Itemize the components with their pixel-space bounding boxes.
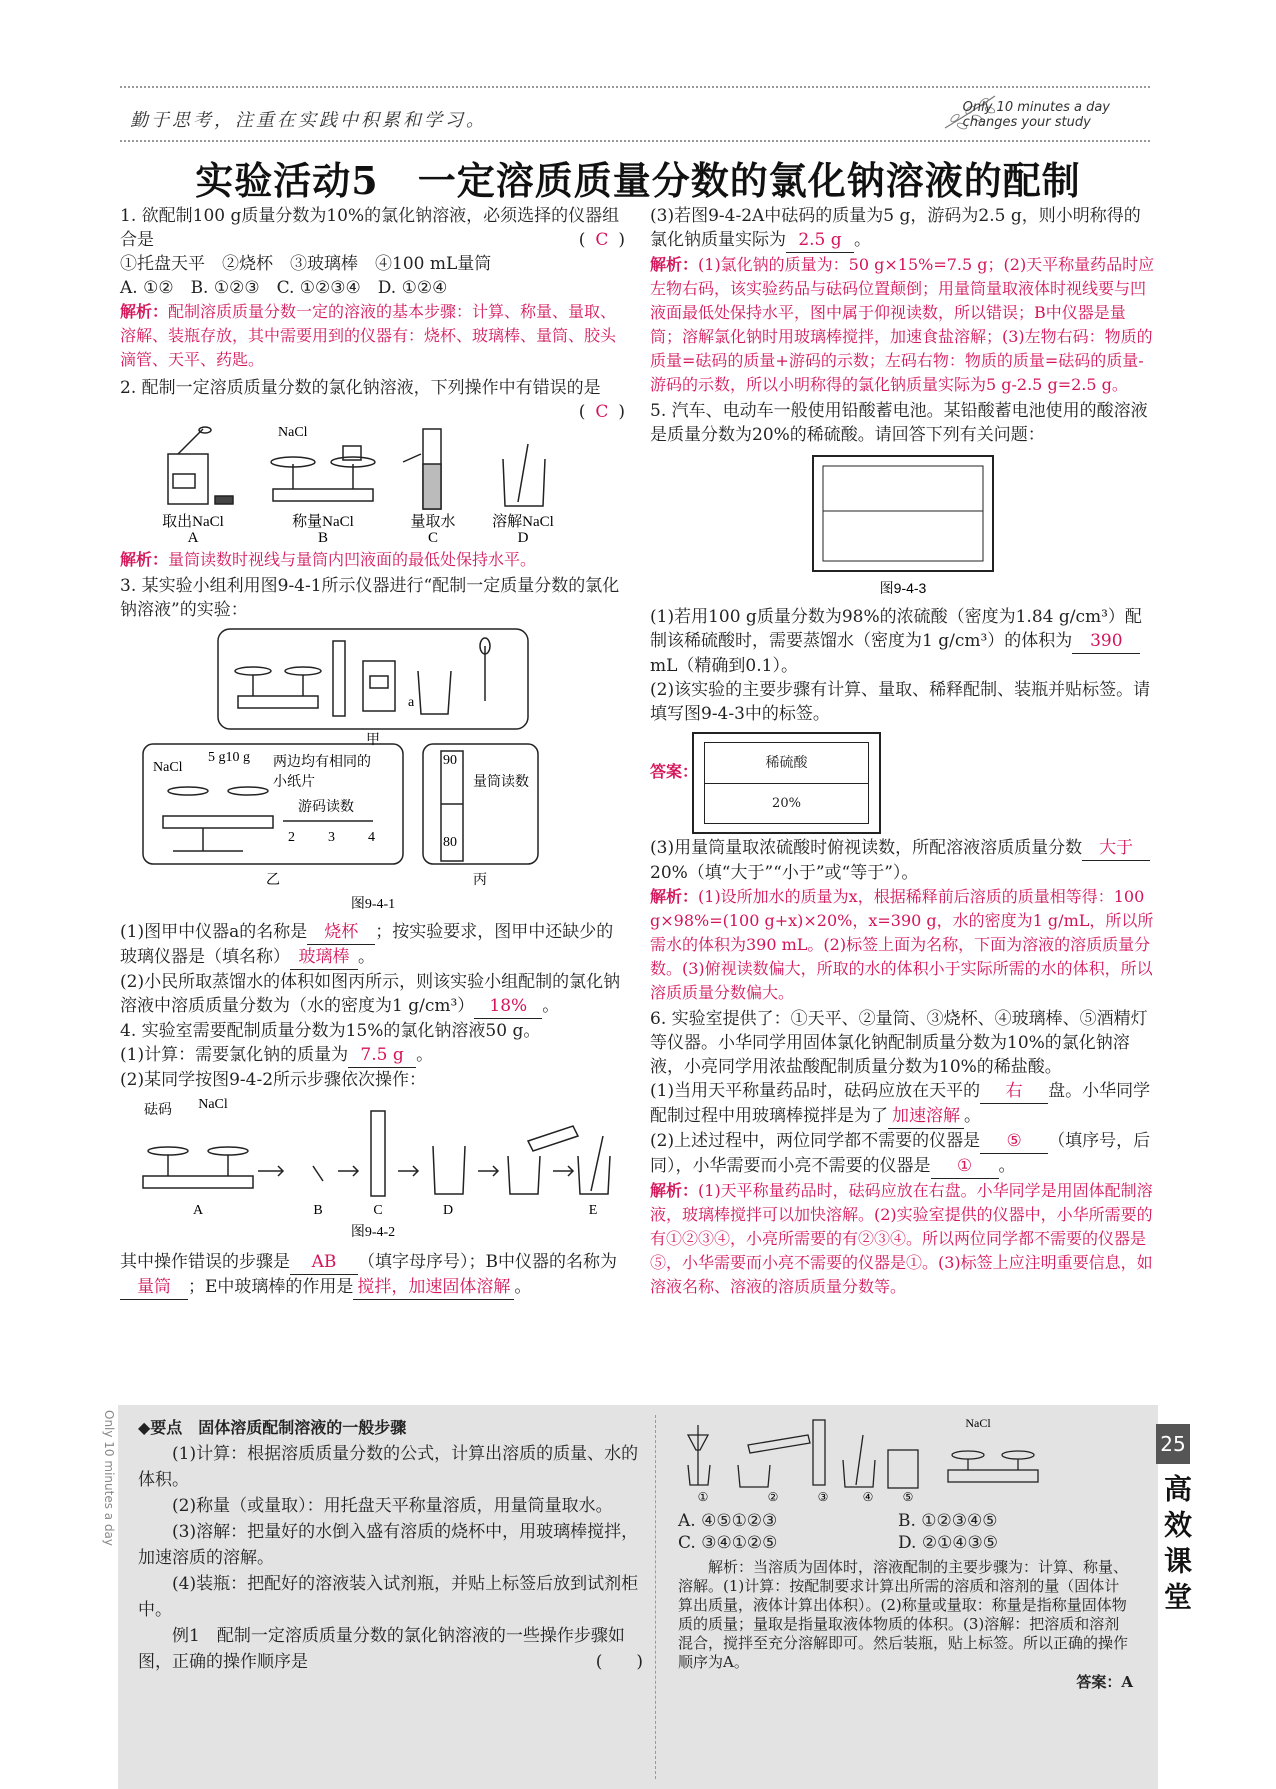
question-6: 6. 实验室提供了：①天平、②量筒、③烧杯、④玻璃棒、⑤酒精灯等仪器。小华同学用固体氯化钠配制质量分数为10%的氯化钠溶液，小亮同学用浓盐酸配制质量分数为10%的稀盐酸。 (1)当用天平称量药品时，砝码应放在天平的 右 盘。小华同学配制过程中用玻璃棒搅拌是为了 加速溶解 。 (2)上述过程中，两位同学都不需要的仪器是 ⑤ （填序号，后同），小华需要而小亮不需要的仪器是 ① 。 解析：(1)天平称量药品时，砝码应放在右盘。小华同学是用固体配制溶液，玻璃棒搅拌可以加快溶解。(2)实验室提供的仪器中，小华所需要的有①②③④，小亮所需要的有②③④。所以两位同学都不需要的仪器是⑤，小华需要而小亮不需要的仪器是①。(3)标签上应注明重要信息，如溶液名称、溶液的溶质质量分数等。 [650,1007,1155,1299]
svg-text:两边均有相同的: 两边均有相同的 [272,755,371,770]
right-column [650,204,1155,1299]
q2-figure [133,424,613,544]
svg-text:E: E [588,1203,597,1218]
question-3: 3. 某实验小组利用图9-4-1所示仪器进行“配制一定质量分数的氯化钠溶液”的实验： a 甲 NaCl 5 g10 g 两边均有相同的 小纸片 游码读数 2 3 4 90 80 量筒读数 乙 丙 图9-4-1 (1)图甲中仪器a的名称是 烧杯 ；按实验要求，图甲中还缺少的玻璃仪器是（填名称） 玻璃棒 。 (2)小民所取蒸馏水的体积如图丙所示，则该实验小组配制的氯化钠溶液中溶质质量分数为（水的密度为1 g/cm³） 18% 。 [120,574,625,1019]
svg-text:4: 4 [367,830,375,845]
svg-text:取出NaCl: 取出NaCl [161,514,224,530]
svg-text:甲: 甲 [365,733,380,748]
svg-text:B: B [317,530,328,544]
svg-text:乙: 乙 [265,873,280,888]
q6-answer-4: ① [931,1154,999,1179]
svg-text:④: ④ [862,1490,874,1504]
svg-text:③: ③ [817,1490,829,1504]
svg-text:②: ② [767,1490,779,1504]
q6-analysis: 解析：(1)天平称量药品时，砝码应放在右盘。小华同学是用固体配制溶液，玻璃棒搅拌可以加快溶解。(2)实验室提供的仪器中，小华所需要的有①②③④，小亮所需要的有②③④。所以两位同学都不需要的仪器是⑤，小华需要而小亮不需要的仪器是①。(3)标签上应注明重要信息，如溶液名称、溶液的溶质质量分数等。 [650,1181,1153,1296]
svg-text:丙: 丙 [472,873,487,888]
q3-answer-3: 18% [474,994,542,1019]
svg-text:砝码: 砝码 [143,1103,172,1118]
q4-analysis: 解析：(1)氯化钠的质量为：50 g×15%=7.5 g；(2)天平称量药品时应左物右码，该实验药品与砝码位置颠倒；用量筒量取液体时视线要与凹液面最低处保持水平，图中属于仰视读数，所以错误；B中仪器是量筒；溶解氯化钠时用玻璃棒搅拌，加速食盐溶解；(3)左物右码：物质的质量=砝码的质量+游码的示数；左码右物：物质的质量=砝码的质量-游码的示数，所以小明称得的氯化钠质量实际为5 g-2.5 g=2.5 g。 [650,255,1155,394]
example-analysis: 解析：当溶质为固体时，溶液配制的主要步骤为：计算、称量、溶解。(1)计算：按配制要求计算出所需的溶质和溶剂的量（固体计算出质量，液体计算出体积）。(2)称量或量取：称量是指称量固体物质的质量；量取是指量取液体物质的体积。(3)溶解：把溶质和溶剂混合，搅拌至充分溶解即可。然后装瓶，贴上标签。所以正确的操作顺序为A。 [678,1558,1129,1671]
q3-figure [133,626,613,916]
svg-text:D: D [442,1203,453,1218]
question-2: 2. 配制一定溶质质量分数的氯化钠溶液，下列操作中有错误的是 ( C ) NaCl 取出NaCl 称量NaCl 量取水 溶解NaCl A B C D 解析：量筒读数时视线与量筒内凹液面的最低处保持水平。 [120,376,625,572]
side-vertical-text: Only 10 minutes a day [102,1410,116,1547]
svg-text:量取水: 量取水 [409,514,456,530]
header-motto: 勤于思考，注重在实践中积累和学习。 [130,110,487,131]
page-title: 实验活动5 一定溶质质量分数的氯化钠溶液的配制 [195,158,1081,203]
left-column [120,204,625,1300]
svg-text:C: C [427,530,438,544]
svg-text:溶解NaCl: 溶解NaCl [491,514,554,530]
q4-answer-3: 量筒 [120,1275,188,1300]
svg-text:图9-4-3: 图9-4-3 [879,580,926,596]
example-1: 例1 配制一定溶质质量分数的氯化钠溶液的一些操作步骤如图，正确的操作顺序是 [138,1626,625,1672]
q4-answer-4: 搅拌，加速固体溶解 [353,1275,514,1300]
svg-text:小纸片: 小纸片 [272,775,315,790]
q4-answer-1: 7.5 g [348,1043,416,1068]
q6-answer-1: 右 [980,1079,1048,1104]
svg-text:A: A [192,1203,203,1218]
svg-text:3: 3 [327,830,335,845]
q1-answer: ( C ) [578,230,625,250]
svg-text:NaCl: NaCl [152,760,183,775]
svg-text:B: B [312,1203,323,1218]
q6-answer-3: ⑤ [980,1129,1048,1154]
q5-answer-2: 大于 [1082,836,1150,861]
question-4-continued: (3)若图9-4-2A中砝码的质量为5 g，游码为2.5 g，则小明称得的氯化钠质量实际为 2.5 g 。 解析：(1)氯化钠的质量为：50 g×15%=7.5 g；(2)天平称量药品时应左物右码，该实验药品与砝码位置颠倒；用量筒量取液体时视线要与凹液面最低处保持水平，图中属于仰视读数，所以错误；B中仪器是量筒；溶解氯化钠时用玻璃棒搅拌，加速食盐溶解；(3)左物右码：物质的质量=砝码的质量+游码的示数；左码右物：物质的质量=砝码的质量-游码的示数，所以小明称得的氯化钠质量实际为5 g-2.5 g=2.5 g。 [650,204,1155,397]
header-slogan: Only 10 minutes a day changes your study [962,100,1110,130]
svg-text:D: D [517,530,528,544]
svg-text:C: C [372,1203,383,1218]
panel-divider [655,1415,656,1779]
svg-text:80: 80 [442,835,457,850]
question-5: 5. 汽车、电动车一般使用铅酸蓄电池。某铅酸蓄电池使用的酸溶液是质量分数为20%的稀硫酸。请回答下列有关问题： 图9-4-3 (1)若用100 g质量分数为98%的浓硫酸（密度为1.84 g/cm³）配制该稀硫酸时，需要蒸馏水（密度为1 g/cm³）的体积为 390mL（精确到0.1）。 (2)该实验的主要步骤有计算、量取、稀释配制、装瓶并贴标签。请填写图9-4-3中的标签。 答案： 稀硫酸 20% (3)用量筒量取浓硫酸时俯视读数，所配溶液溶质质量分数 大于20%（填“大于”“小于”或“等于”）。 解析：(1)设所加水的质量为x，根据稀释前后溶质的质量相等得：100 g×98%=(100 g+x)×20%，x=390 g，水的密度为1 g/mL，所以所需水的体积为390 mL。(2)标签上面为名称，下面为溶液的溶质质量分数。(3)俯视读数偏大，所取的水的体积小于实际所需的水的体积，所以溶质质量分数偏大。 [650,399,1155,1005]
example-figure [678,1415,1108,1505]
q5-answer-label: 答案： 稀硫酸 20% [650,730,1155,836]
q5-label-figure [803,451,1003,601]
section-side-label: 高效课堂 [1160,1474,1193,1618]
svg-text:图9-4-1: 图9-4-1 [350,897,395,912]
svg-text:⑤: ⑤ [902,1490,914,1504]
svg-text:称量NaCl: 称量NaCl [291,514,354,530]
q3-answer-1: 烧杯 [307,920,375,945]
question-1: 1. 欲配制100 g质量分数为10%的氯化钠溶液，必须选择的仪器组合是 ( C ) ①托盘天平 ②烧杯 ③玻璃棒 ④100 mL量筒 A. ①② B. ①②③ C. ①②③④ D. ①②④ 解析：配制溶质质量分数一定的溶液的基本步骤：计算、称量、量取、溶解、装瓶存放，其中需要用到的仪器有：烧杯、玻璃棒、量筒、胶头滴管、天平、药匙。 [120,204,625,372]
svg-text:图9-4-2: 图9-4-2 [350,1225,395,1240]
q6-answer-2: 加速溶解 [888,1104,964,1129]
option-b[interactable]: B. ①②③④⑤ [898,1511,998,1531]
q3-answer-2: 玻璃棒 [290,945,358,970]
svg-text:游码读数: 游码读数 [297,800,354,815]
q2-analysis: 解析：量筒读数时视线与量筒内凹液面的最低处保持水平。 [120,550,537,569]
q1-analysis: 解析：配制溶质质量分数一定的溶液的基本步骤：计算、称量、量取、溶解、装瓶存放，其中需要用到的仪器有：烧杯、玻璃棒、量筒、胶头滴管、天平、药匙。 [120,302,617,369]
key-point-heading: ◆要点 固体溶质配制溶液的一般步骤 [138,1418,407,1437]
key-points-panel [118,1405,1158,1789]
q4-figure [133,1096,613,1246]
svg-text:2: 2 [287,830,295,845]
page-header [120,86,1150,142]
svg-text:a: a [407,695,414,710]
q5-analysis: 解析：(1)设所加水的质量为x，根据稀释前后溶质的质量相等得：100 g×98%=(100 g+x)×20%，x=390 g，水的密度为1 g/mL，所以所需水的体积为390 mL。(2)标签上面为名称，下面为溶液的溶质质量分数。(3)俯视读数偏大，所取的水的体积小于实际所需的水的体积，所以溶质质量分数偏大。 [650,887,1154,1002]
option-a[interactable]: A. ④⑤①②③ [678,1511,778,1531]
question-4: 4. 实验室需要配制质量分数为15%的氯化钠溶液50 g。 (1)计算：需要氯化钠的质量为 7.5 g 。 (2)某同学按图9-4-2所示步骤依次操作： 砝码 NaCl A B C D E 图9-4-2 其中操作错误的步骤是 AB （填字母序号）；B中仪器的名称为量筒 ；E中玻璃棒的作用是 搅拌，加速固体溶解 。 [120,1019,625,1300]
q4-answer-5: 2.5 g [786,228,854,253]
q4-answer-2: AB [290,1250,358,1275]
option-d[interactable]: D. ②①④③⑤ [898,1533,999,1553]
option-c[interactable]: C. ③④①②⑤ [678,1533,778,1553]
key-points-left: ◆要点 固体溶质配制溶液的一般步骤 (1)计算：根据溶质质量分数的公式，计算出溶质的质量、水的体积。 (2)称量（或量取）：用托盘天平称量溶质，用量筒量取水。 (3)溶解：把量好的水倒入盛有溶质的烧杯中，用玻璃棒搅拌，加速溶质的溶解。 (4)装瓶：把配好的溶液装入试剂瓶，并贴上标签后放到试剂柜中。 例1 配制一定溶质质量分数的氯化钠溶液的一些操作步骤如图，正确的操作顺序是 ( ) [138,1415,643,1675]
example-answer: 答案：A [1076,1673,1133,1691]
svg-text:①: ① [697,1490,709,1504]
svg-text:A: A [187,530,198,544]
q2-fig-nacl: NaCl [277,425,308,440]
page-number: 25 [1156,1424,1190,1464]
svg-text:量筒读数: 量筒读数 [472,775,529,790]
q2-answer: ( C ) [578,402,625,422]
key-points-right [678,1415,1133,1693]
svg-text:NaCl: NaCl [197,1097,228,1112]
svg-text:90: 90 [442,753,457,768]
q5-answer-1: 390 [1072,629,1140,654]
svg-text:NaCl: NaCl [965,1416,991,1430]
svg-text:5 g10 g: 5 g10 g [207,750,250,765]
